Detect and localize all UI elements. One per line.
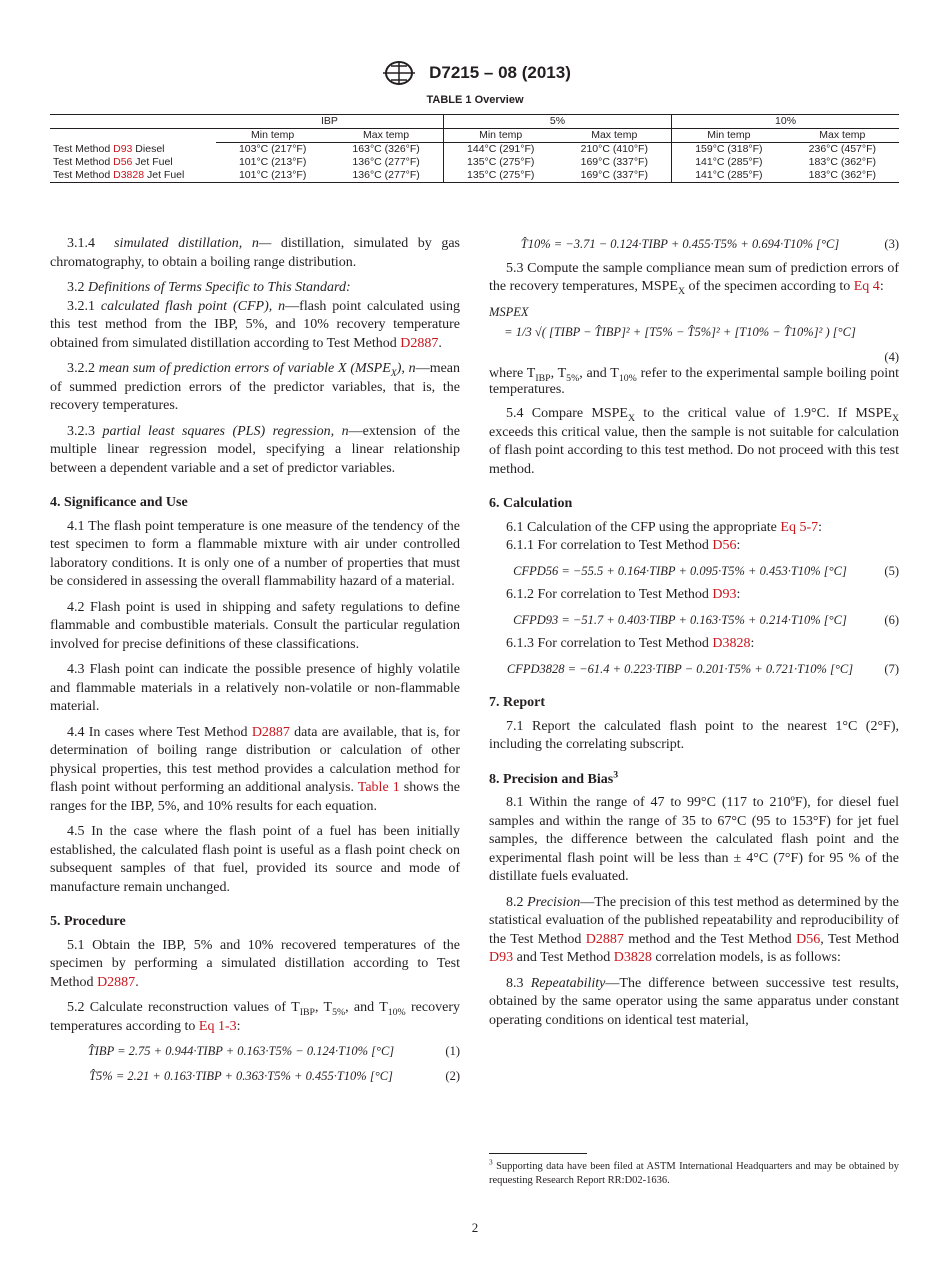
- group-header: 10%: [672, 115, 899, 129]
- table-1-link[interactable]: Table 1: [357, 780, 400, 795]
- page-header: [0, 60, 950, 86]
- paragraph-7-1: 7.1 Report the calculated flash point to the nearest 1°C (2°F), including the correlating subscript.: [489, 718, 899, 752]
- table-cell: 210°C (410°F): [580, 143, 648, 155]
- paragraph-4-1: 4.1 The flash point temperature is one measure of the tendency of the test specimen to form a flammable mixture with air under controlled laboratory conditions. It is only one of a number of properties that must be considered in assessing the overall flammability hazard of a material.: [50, 518, 460, 589]
- right-column: [489, 235, 899, 1030]
- table-cell: 135°C (275°F): [443, 156, 557, 169]
- table-cell: 141°C (285°F): [672, 156, 786, 169]
- equation-4-number: (4): [884, 349, 899, 364]
- paragraph-4-2: 4.2 Flash point is used in shipping and safety regulations to define flammable and combustible materials. Consult the particular regulation involved for precise definitions of these classifications.: [50, 599, 460, 652]
- d2887-link[interactable]: D2887: [97, 974, 136, 990]
- paragraph-4-5: 4.5 In the case where the flash point of a fuel has been initially established, the calculated flash point is useful as a flash point check on subsequent samples of that fuel, provided its source and mode of manufacture remain unchanged.: [50, 824, 460, 895]
- d93-link[interactable]: D93: [113, 142, 133, 155]
- equation-3: T̂10% = −3.71 − 0.124·TIBP + 0.455·T5% + 0.694·T10% [°C] (3): [520, 237, 899, 251]
- equation-7: CFPD3828 = −61.4 + 0.223·TIBP − 0.201·T5% + 0.721·T10% [°C] (7): [506, 661, 899, 676]
- row-label: Test Method D3828 Jet Fuel: [50, 169, 216, 183]
- footnote-divider: [489, 1153, 587, 1154]
- table-cell: 144°C (291°F): [443, 143, 557, 157]
- d2887-link[interactable]: D2887: [251, 724, 290, 740]
- paragraph-8-1: 8.1 Within the range of 47 to 99°C (117 to 210ºF), for diesel fuel samples and within the range of 35 to 67°C (95 to 153°F) for jet fuel samples, the difference between the calculated flash point and the experimental flash point will be less than ± 4°C (7°F) for 95 % of the distillate fuels evaluated.: [489, 795, 899, 884]
- column-header: Max temp: [557, 129, 671, 143]
- table-row: [50, 156, 899, 169]
- table-row: [50, 169, 899, 183]
- paragraph-6-1: 6.1 Calculation of the CFP using the appropriate Eq 5-7:: [506, 519, 822, 535]
- d2887-link[interactable]: D2887: [400, 335, 439, 351]
- paragraph-5-4: 5.4 Compare $MSPE_X$ to the critical value of 1.9°C. If $MSPE_X$ exceeds this critical value, then the sample is not suitable for calculation of flash point according to this test method. Do not proceed with this test method.: [489, 406, 900, 477]
- section-heading-6: 6. Calculation: [489, 496, 573, 511]
- column-header: Min temp: [216, 129, 329, 143]
- table-cell: 183°C (362°F): [808, 156, 876, 168]
- row-label: Test Method D93 Diesel: [53, 142, 165, 155]
- section-heading-7: 7. Report: [489, 695, 545, 710]
- paragraph-3-2-3: 3.2.3 partial least squares (PLS) regression, n—extension of the multiple linear regression model, specifying a linear relationship between a dependent variable and a set of predictor variables.: [50, 423, 460, 476]
- table-cell: 163°C (326°F): [352, 143, 420, 155]
- section-heading-8: 8. Precision and Bias$^3$: [489, 768, 619, 787]
- d56-link[interactable]: D56: [712, 538, 737, 553]
- paragraph-3-2: 3.2 Definitions of Terms Specific to This Standard:: [67, 280, 351, 295]
- table-cell: 136°C (277°F): [329, 169, 443, 183]
- table-row: [50, 143, 899, 157]
- overview-table: [50, 114, 899, 183]
- table-cell: 103°C (217°F): [238, 143, 307, 155]
- equation-1: T̂IBP = 2.75 + 0.944·TIBP + 0.163·T5% − 0.124·T10% [°C] (1): [87, 1044, 460, 1058]
- group-header: IBP: [216, 115, 443, 129]
- section-heading-4: 4. Significance and Use: [50, 495, 188, 510]
- table-cell: 136°C (277°F): [352, 156, 420, 168]
- paragraph-3-2-2: 3.2.2 mean sum of prediction errors of variable X $(MSPE_X)$, n—mean of summed prediction errors of the predictor variables, that is, the recovery temperatures.: [50, 361, 461, 413]
- d3828-link[interactable]: D3828: [613, 950, 652, 965]
- paragraph-6-1-1: 6.1.1 For correlation to Test Method D56:: [506, 538, 741, 553]
- equation-5: CFPD56 = −55.5 + 0.164·TIBP + 0.095·T5% + 0.453·T10% [°C] (5): [513, 563, 899, 578]
- page-number: 2: [471, 1220, 479, 1235]
- document-title: D7215 – 08 (2013): [429, 63, 571, 82]
- table-cell: 141°C (285°F): [672, 169, 786, 183]
- d56-link[interactable]: D56: [113, 156, 133, 168]
- where-clause: where $T_{IBP}$, $T_{5\%}$, and $T_{10\%}$ refer to the experimental sample boiling point temperatures.: [489, 366, 900, 397]
- column-header: Max temp: [786, 129, 899, 143]
- table-cell: 169°C (337°F): [557, 169, 671, 183]
- equation-6: CFPD93 = −51.7 + 0.403·TIBP + 0.163·T5% + 0.214·T10% [°C] (6): [513, 612, 899, 627]
- column-header: Min temp: [672, 129, 786, 143]
- footnote: $^3$ Supporting data have been filed at ASTM International Headquarters and may be obtained by requesting Research Report RR:D02-1636.: [489, 1157, 899, 1186]
- paragraph-4-4: 4.4 In cases where Test Method D2887 data are available, that is, for determination of boiling range distribution or calculation of other physical properties, this test method provides a calculation method for flash point without performing an additional analysis. Table 1 shows the ranges for the IBP, 5%, and 10% results for each equation.: [50, 724, 461, 814]
- table-cell: 236°C (457°F): [808, 143, 876, 155]
- d2887-link[interactable]: D2887: [585, 931, 624, 947]
- paragraph-8-2: 8.2 Precision—The precision of this test method as determined by the statistical evaluation of the published repeatability and reproducibility of the Test Method D2887 method and the Test Method D56, Test Method D93 and Test Method D3828 correlation models, is as follows:: [489, 894, 899, 965]
- table-cell: 159°C (318°F): [672, 143, 786, 157]
- paragraph-4-3: 4.3 Flash point can indicate the possible presence of highly volatile and flammable materials in a relatively non-volatile or non-flammable material.: [50, 662, 460, 714]
- group-header: 5%: [443, 115, 671, 129]
- left-column: [50, 235, 460, 1091]
- d93-link[interactable]: D93: [712, 587, 737, 602]
- table-caption: TABLE 1 Overview: [426, 94, 524, 106]
- paragraph-5-2: 5.2 Calculate reconstruction values of $T_{IBP}$, $T_{5\%}$, and $T_{10\%}$ recovery temperatures according to Eq 1-3:: [50, 1000, 460, 1034]
- equation-4: = 1/3 √( [TIBP − T̂IBP]² + [T5% − T̂5%]² + [T10% − T̂10%]² ) [°C]: [504, 325, 856, 339]
- column-header: Max temp: [329, 129, 443, 143]
- paragraph-5-1: 5.1 Obtain the IBP, 5% and 10% recovered temperatures of the specimen by performing a simulated distillation according to Test Method D2887.: [50, 937, 460, 990]
- astm-logo-icon: [379, 60, 419, 86]
- d93-link[interactable]: D93: [489, 950, 514, 965]
- table-cell: 169°C (337°F): [580, 156, 648, 168]
- paragraph-6-1-3: 6.1.3 For correlation to Test Method D3828:: [506, 636, 755, 651]
- paragraph-5-3: 5.3 Compute the sample compliance mean sum of prediction errors of the recovery temperatures, $MSPE_X$ of the specimen according to Eq 4:: [489, 260, 899, 297]
- equation-2: T̂5% = 2.21 + 0.163·TIBP + 0.363·T5% + 0.455·T10% [°C] (2): [89, 1068, 460, 1083]
- d3828-link[interactable]: D3828: [712, 636, 751, 651]
- paragraph-6-1-2: 6.1.2 For correlation to Test Method D93:: [506, 587, 741, 602]
- table-cell: 101°C (213°F): [238, 156, 307, 168]
- section-heading-5: 5. Procedure: [50, 914, 126, 929]
- table-cell: 135°C (275°F): [443, 169, 557, 183]
- d3828-link[interactable]: D3828: [113, 169, 145, 181]
- column-header: Min temp: [443, 129, 557, 143]
- paragraph-3-1-4: 3.1.4 simulated distillation, n— distillation, simulated by gas chromatography, to obtain a boiling range distribution.: [50, 236, 460, 270]
- table-cell: 101°C (213°F): [216, 169, 329, 183]
- equation-4-label: MSPEX: [489, 304, 529, 319]
- d56-link[interactable]: D56: [796, 931, 821, 947]
- paragraph-3-2-1: 3.2.1 calculated flash point (CFP), n—flash point calculated using this test method from the IBP, 5%, and 10% recovery temperature obtained from simulated distillation according to Test Method D2887.: [50, 298, 460, 351]
- table-cell: 183°C (362°F): [786, 169, 899, 183]
- eq-1-3-link[interactable]: Eq 1-3: [198, 1018, 237, 1034]
- eq-5-7-link[interactable]: Eq 5-7: [780, 519, 819, 535]
- paragraph-8-3: 8.3 Repeatability—The difference between successive test results, obtained by the same operator using the same apparatus under constant operating conditions on identical test material,: [489, 975, 900, 1028]
- row-label: Test Method D56 Jet Fuel: [53, 156, 173, 168]
- eq-4-link[interactable]: Eq 4: [853, 279, 880, 294]
